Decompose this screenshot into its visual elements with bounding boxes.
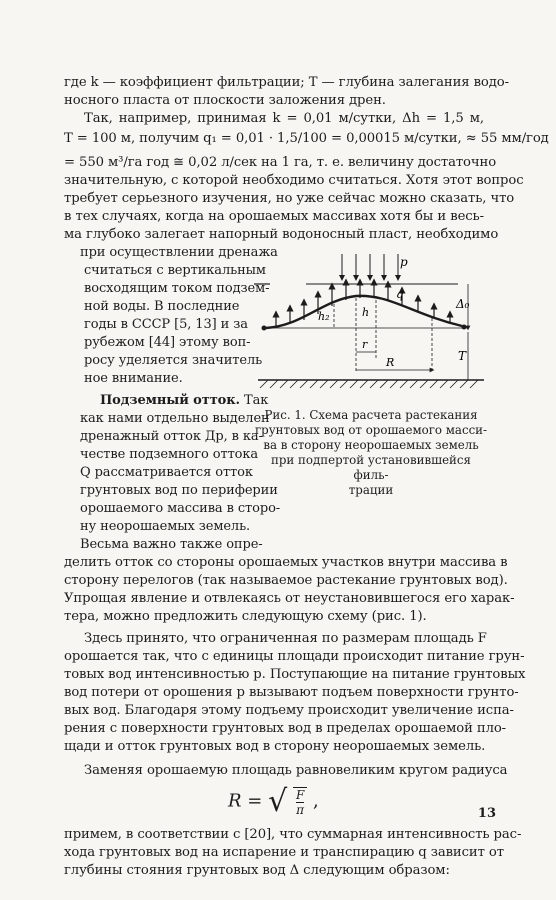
text-line: росу уделяется значитель: [84, 353, 263, 368]
text-line: в тех случаях, когда на орошаемых массивах хотя бы и весь-: [64, 209, 484, 224]
section-heading-line: [100, 392, 268, 409]
text-line: глубины стояния грунтовых вод Δ следующим образом:: [64, 863, 450, 878]
recharge-arrows: [342, 254, 398, 278]
text-line: щади и отток грунтовых вод в сторону неорошаемых земель.: [64, 739, 486, 754]
formula-R: [228, 784, 319, 819]
label-h2: h₂: [318, 310, 330, 323]
evaporation-arrows: [276, 282, 450, 326]
text-line: ма глубоко залегает напорный водоносный пласт, необходимо: [64, 227, 499, 242]
page-number: 13: [477, 806, 496, 821]
text-line: значительную, с которой необходимо считаться. Хотя этот вопрос: [64, 173, 524, 188]
formula-denominator: π: [296, 802, 305, 817]
caption-line: грунтовых вод от орошаемого масси-: [254, 423, 488, 437]
text-line: требует серьезного изучения, но уже сейчас можно сказать, что: [64, 191, 515, 206]
text-line: как нами отдельно выделен: [80, 411, 270, 426]
text-line: Q рассматривается отток: [80, 465, 253, 480]
caption-line: при подпертой установившейся филь-: [271, 453, 471, 482]
formula-fraction: [293, 787, 307, 817]
label-delta0: Δ₀: [456, 297, 470, 311]
text-line: тера, можно предложить следующую схему (рис. 1).: [64, 609, 427, 624]
text-line: ной воды. В последние: [84, 299, 240, 314]
label-r: r: [362, 338, 368, 351]
label-p: p: [400, 255, 408, 269]
text-line: Так, например, принимая k = 0,01 м/сутки, Δh = 1,5 м,: [84, 111, 484, 126]
text-line: хода грунтовых вод на испарение и транспирацию q зависит от: [64, 845, 504, 860]
text-line: грунтовых вод по периферии: [80, 483, 278, 498]
label-R: R: [386, 356, 395, 369]
text-line: товых вод интенсивностью p. Поступающие на питание грунтовых: [64, 667, 526, 682]
text-line: сторону перелогов (так называемое растекание грунтовых вод).: [64, 573, 508, 588]
text-line: ное внимание.: [84, 371, 183, 386]
text-line: восходящим током подзем-: [84, 281, 270, 296]
caption-line: ва в сторону неорошаемых земель: [263, 438, 479, 452]
caption-line: трации: [348, 483, 394, 497]
text-line: орошается так, что с единицы площади происходит питание грун-: [64, 649, 525, 664]
text-line: честве подземного оттока: [80, 447, 259, 462]
label-T: T: [458, 349, 467, 363]
text-line: Заменяя орошаемую площадь равновеликим кругом радиуса: [84, 763, 508, 778]
formula-numerator: F: [295, 787, 305, 802]
text-line: где k — коэффициент фильтрации; T — глубина залегания водо-: [64, 75, 509, 90]
text-line: вых вод. Благодаря этому подъему происходит увеличение испа-: [64, 703, 514, 718]
text-line: рения с поверхности грунтовых вод в пределах орошаемой пло-: [64, 721, 507, 736]
text-line: считаться с вертикальным: [84, 263, 266, 278]
text-line: орошаемого массива в сторо-: [80, 501, 281, 516]
text-line: рубежом [44] этому воп-: [84, 335, 251, 350]
label-q: q: [396, 287, 404, 301]
text-line: Весьма важно также опре-: [80, 537, 263, 552]
text-fragment: Так: [244, 393, 269, 408]
section-heading: Подземный отток.: [100, 393, 240, 408]
label-h: h: [362, 306, 370, 319]
text-line: примем, в соответствии с [20], что суммарная интенсивность рас-: [64, 827, 522, 842]
drain-right-point: [462, 325, 467, 330]
formula-tail: ,: [313, 790, 319, 812]
text-line: ну неорошаемых земель.: [80, 519, 251, 534]
text-line: носного пласта от плоскости заложения дрен.: [64, 93, 386, 108]
text-line: дренажный отток Др, в ка-: [80, 429, 263, 444]
text-line: годы в СССР [5, 13] и за: [84, 317, 248, 332]
figure-groundwater-scheme: [252, 240, 492, 400]
base-hatching: [260, 380, 478, 388]
text-line: делить отток со стороны орошаемых участков внутри массива в: [64, 555, 508, 570]
caption-line: Рис. 1. Схема расчета растекания: [264, 408, 478, 422]
text-line: = 550 м³/га год ≅ 0,02 л/сек на 1 га, т. е. величину достаточно: [64, 155, 497, 170]
formula-lhs: R =: [228, 790, 263, 812]
drain-left-point: [262, 326, 267, 331]
text-line: вод потери от орошения p вызывают подъем поверхности грунто-: [64, 685, 519, 700]
sqrt-sign: √: [268, 784, 288, 819]
text-line: при осуществлении дренажа: [80, 245, 278, 260]
text-line: Здесь принято, что ограниченная по размерам площадь F: [84, 631, 487, 646]
text-line: T = 100 м, получим q₁ = 0,01 · 1,5/100 = 0,00015 м/сутки, ≈ 55 мм/год: [64, 131, 549, 146]
figure-caption: [252, 408, 490, 498]
text-line: Упрощая явление и отвлекаясь от неустановившегося его харак-: [64, 591, 515, 606]
